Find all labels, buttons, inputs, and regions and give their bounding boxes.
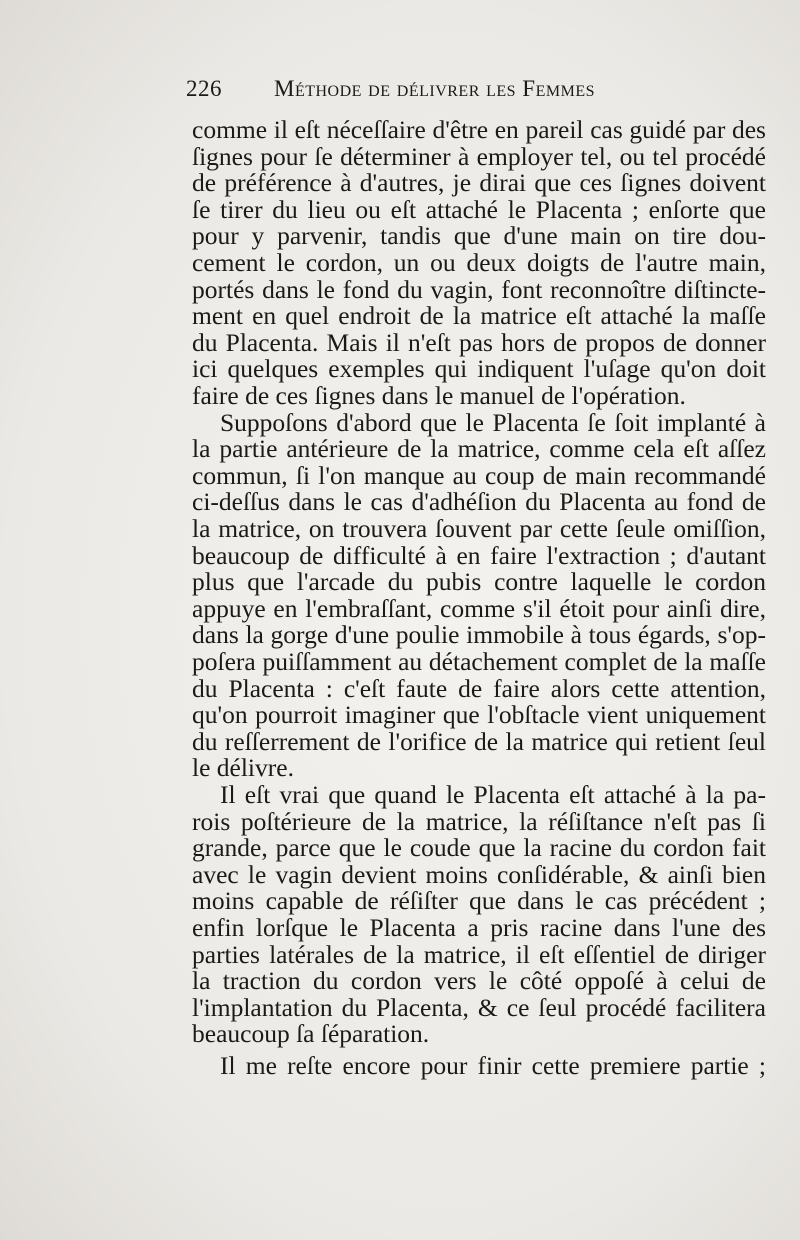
text-line: ſe tirer du lieu ou eſt attaché le Placenta ; enſorte que xyxy=(192,194,766,224)
text-line: faire de ces ſignes dans le manuel de l'opération. xyxy=(192,381,686,410)
text-line: portés dans le fond du vagin, font reconnoître diſtincte- xyxy=(192,274,766,304)
text-line: poſera puiſſamment au détachement complet de la maſſe xyxy=(192,647,766,676)
text-line: du Placenta. Mais il n'eſt pas hors de propos de donner xyxy=(192,327,766,357)
text-line: pour y parvenir, tandis que d'une main on tire dou- xyxy=(192,221,766,251)
text-line: ci-deſſus dans le cas d'adhéſion du Placenta au fond de xyxy=(192,487,766,517)
text-line: moins capable de réſiſter que dans le cas précédent ; xyxy=(192,886,766,916)
text-line: beaucoup ſa ſéparation. xyxy=(192,1019,430,1049)
text-line: la partie antérieure de la matrice, comme cela eſt aſſez xyxy=(192,434,766,464)
text-line: beaucoup de difficulté à en faire l'extraction ; d'autant xyxy=(192,540,766,570)
text-line: ment en quel endroit de la matrice eſt attaché la maſſe xyxy=(192,301,766,331)
text-line: ici quelques exemples qui indiquent l'uſage qu'on doit xyxy=(192,354,766,384)
text-line: le délivre. xyxy=(192,753,294,783)
text-line: de préférence à d'autres, je dirai que ces ſignes doivent xyxy=(192,168,766,198)
text-line: plus que l'arcade du pubis contre laquelle le cordon xyxy=(192,567,766,597)
text-line: du Placenta : c'eſt faute de faire alors cette attention, xyxy=(192,673,766,703)
text-line: la matrice, on trouvera ſouvent par cette ſeule omiſſion, xyxy=(192,514,766,543)
text-line: cement le cordon, un ou deux doigts de l'autre main, xyxy=(192,248,766,277)
text-line: avec le vagin devient moins conſidérable, & ainſi bien xyxy=(192,859,766,889)
text-line: ſignes pour ſe déterminer à employer tel, ou tel procédé xyxy=(192,141,766,171)
text-line: commun, ſi l'on manque au coup de main recommandé xyxy=(192,460,766,490)
text-line: du reſſerrement de l'orifice de la matrice qui retient ſeul xyxy=(192,726,766,756)
text-line: Il eſt vrai que quand le Placenta eſt attaché à la pa- xyxy=(220,780,766,809)
text-line: enfin lorſque le Placenta a pris racine dans l'une des xyxy=(192,913,766,942)
running-title: Méthode de délivrer les Femmes xyxy=(274,76,595,101)
text-line: la traction du cordon vers le côté oppoſé à celui de xyxy=(192,966,766,996)
text-line: rois poſtérieure de la matrice, la réſiſtance n'eſt pas ſi xyxy=(192,806,766,836)
text-line: comme il eſt néceſſaire d'être en pareil cas guidé par des xyxy=(192,115,766,144)
text-line: appuye en l'embraſſant, comme s'il étoit pour ainſi dire, xyxy=(192,593,766,623)
text-line: Il me reſte encore pour finir cette premiere partie ; xyxy=(220,1051,766,1080)
text-line: dans la gorge d'une poulie immobile à tous égards, s'op- xyxy=(192,620,766,650)
page-number: 226 xyxy=(186,76,222,101)
text-line: qu'on pourroit imaginer que l'obſtacle vient uniquement xyxy=(192,700,766,730)
text-line: Suppoſons d'abord que le Placenta ſe ſoit implanté à xyxy=(220,407,766,437)
text-line: l'implantation du Placenta, & ce ſeul procédé facilitera xyxy=(192,992,766,1022)
running-header xyxy=(186,76,746,112)
text-line: parties latérales de la matrice, il eſt eſſentiel de diriger xyxy=(192,939,766,969)
text-line: grande, parce que le coude que la racine du cordon fait xyxy=(192,833,766,863)
